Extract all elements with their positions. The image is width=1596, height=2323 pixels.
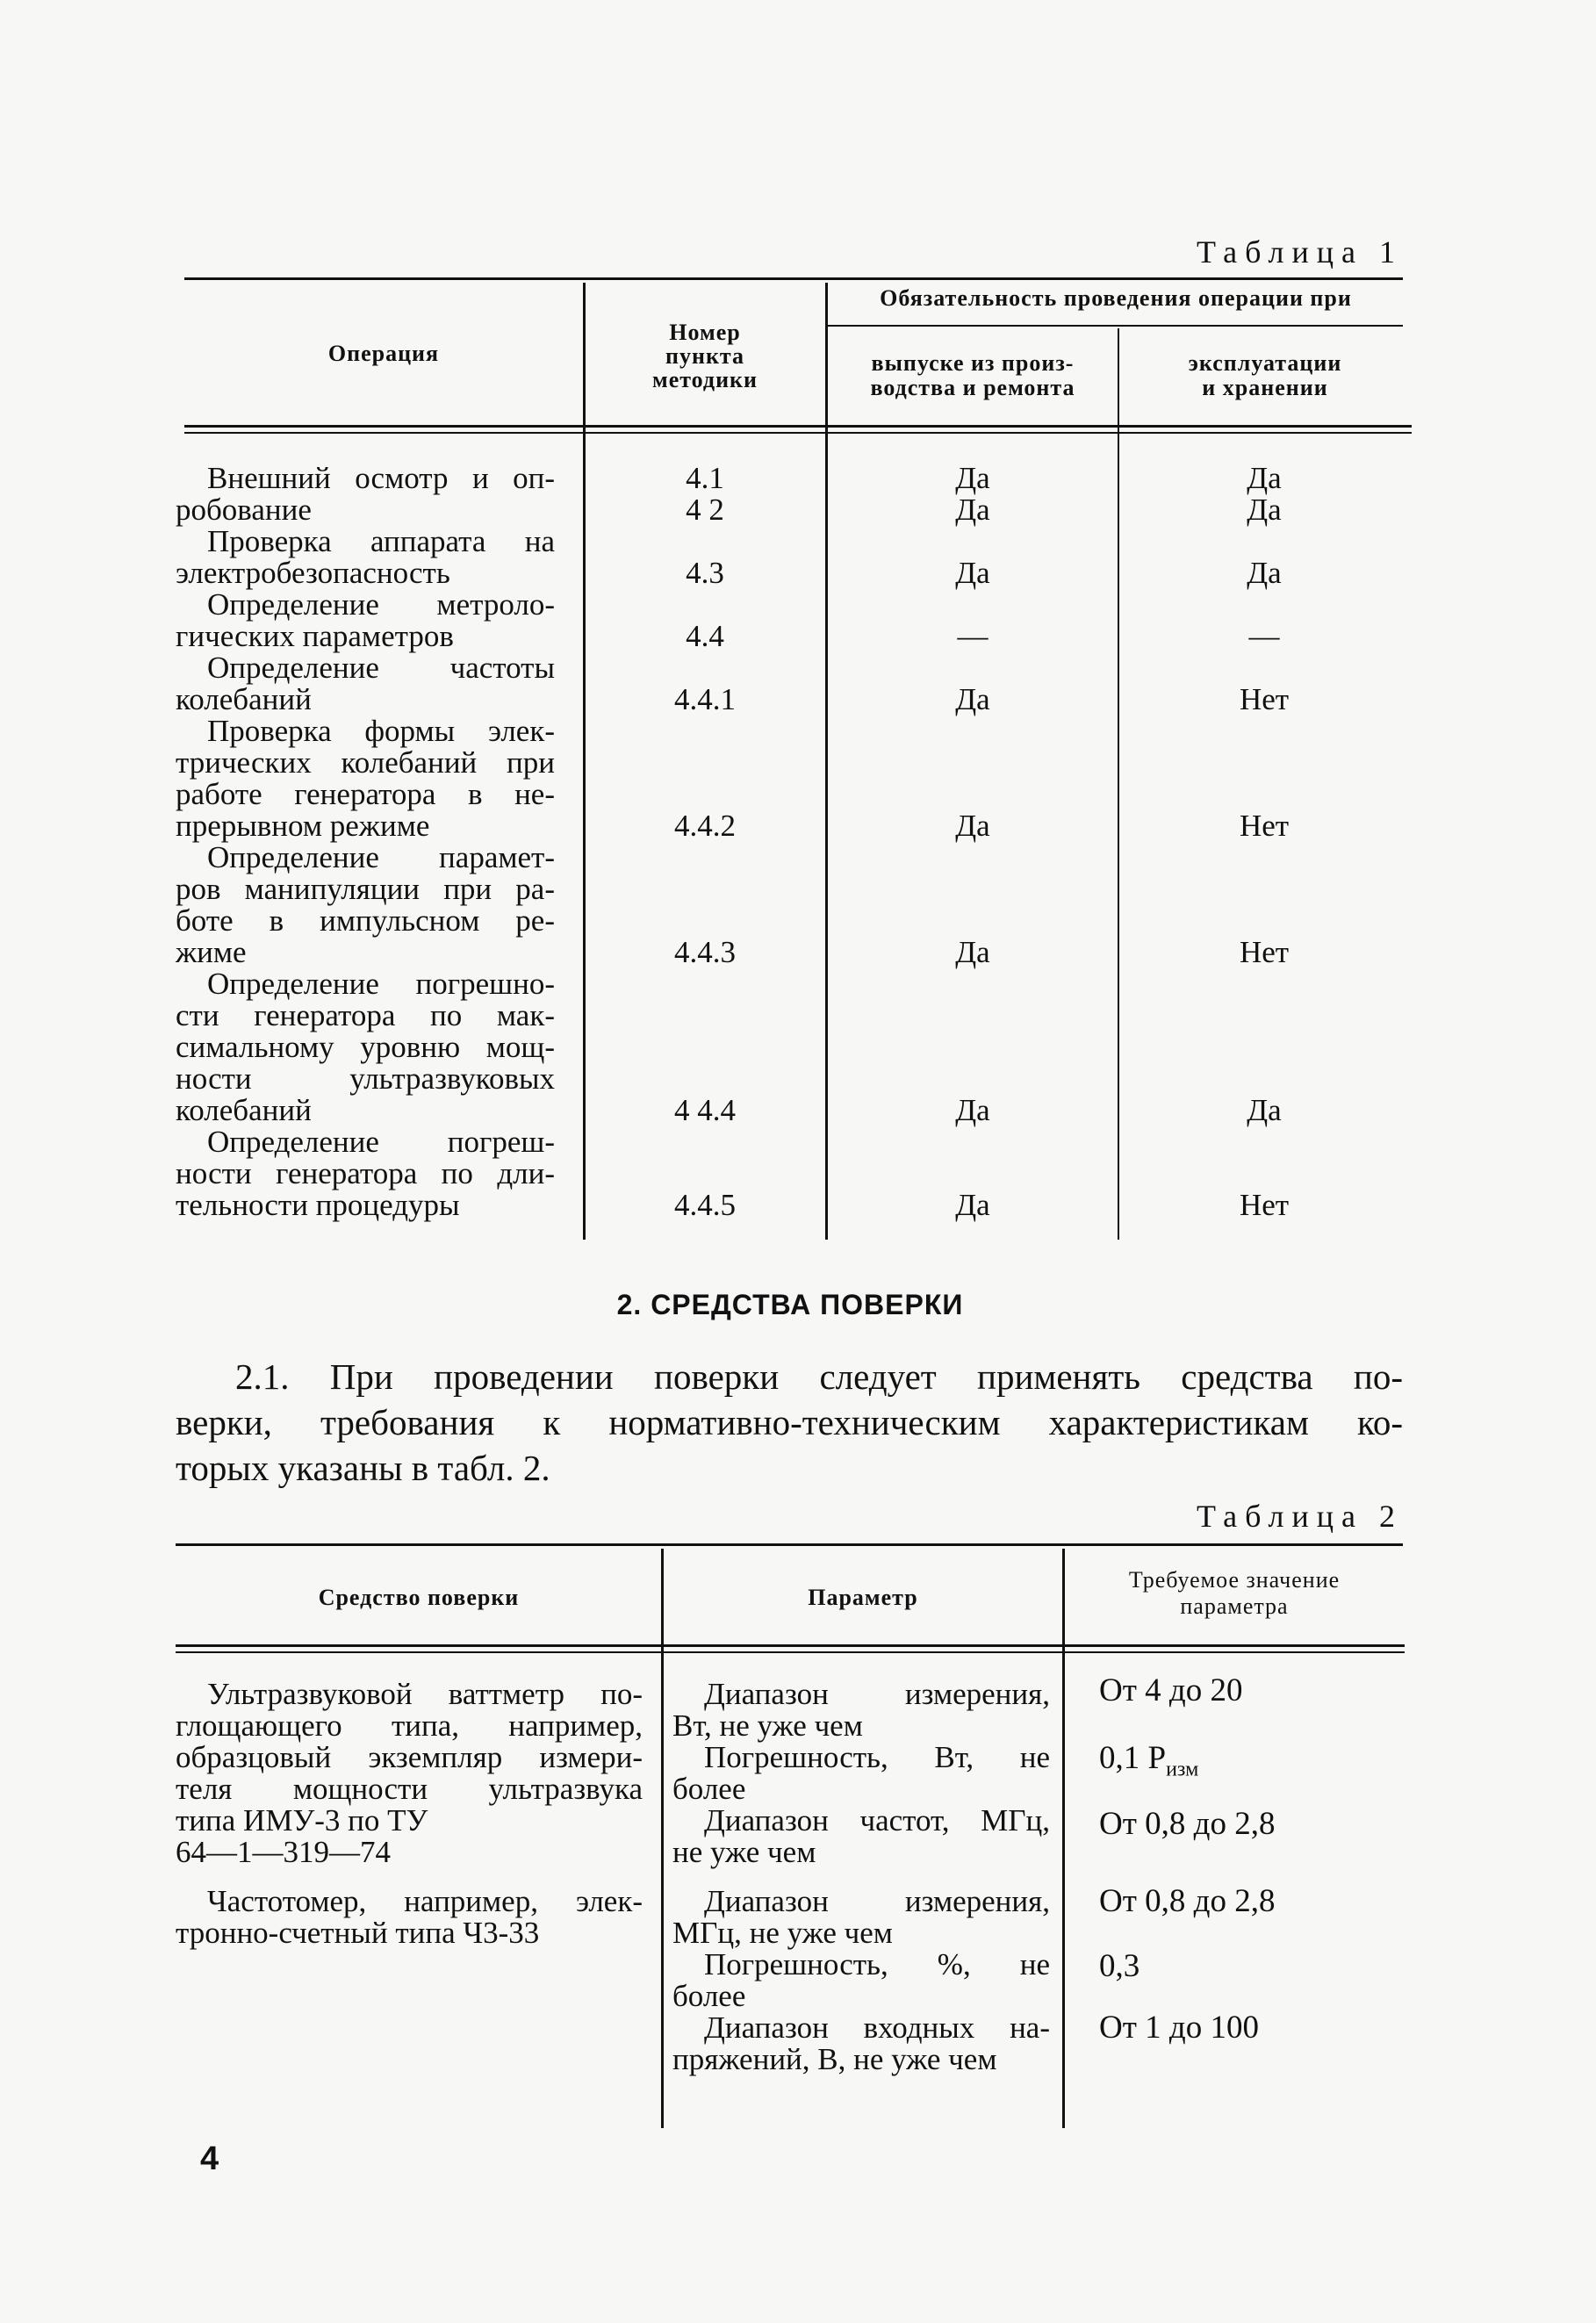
table1-operation-line: робование (176, 493, 312, 527)
table1-item: 4.4.1 (674, 682, 736, 716)
table2-param: Погрешность, %, не более (672, 1947, 1050, 2013)
page-number: 4 (200, 2140, 219, 2177)
table1-storage: Да (1247, 556, 1282, 590)
table1-storage: Нет (1239, 1188, 1290, 1222)
table2-param: Диапазон входных на- пряжений, В, не уже чем (672, 2010, 1050, 2076)
table2-means-line: Ультразвуковой ваттметр по- (207, 1677, 643, 1711)
table1-storage: Да (1247, 1093, 1282, 1127)
table1-storage: Да (1247, 493, 1282, 527)
table1-operation-line: Определение погреш- (207, 1125, 555, 1159)
table1-operation-line: симальному уровню мощ- (176, 1030, 555, 1064)
table2-param: Диапазон частот, МГц, не уже чем (672, 1803, 1050, 1869)
table1-item: 4.4.5 (674, 1188, 736, 1222)
table1-operation-line: работе генератора в не- (176, 777, 555, 811)
table1-col-divider-2 (825, 283, 828, 1240)
table1-item: 4.4.3 (674, 935, 736, 969)
table1-operation-line: ности ультразвуковых (176, 1061, 555, 1096)
table1-storage: Да (1247, 461, 1282, 495)
table2-col-divider-1 (661, 1549, 664, 2128)
table2-param: Погрешность, Вт, не более (672, 1740, 1050, 1806)
table2-header-param: Параметр (808, 1585, 918, 1610)
table1-header-bottom-rule-2 (184, 432, 1412, 434)
table1-operation-line: Определение метроло- (207, 587, 555, 622)
table1-header-item: Номер пункта методики (651, 320, 758, 392)
table1-operation-line: Определение парамет- (207, 840, 555, 874)
table1-production: Да (955, 935, 990, 969)
table1-production: Да (955, 1093, 990, 1127)
table1-operation-line: гических параметров (176, 619, 454, 653)
table1-item: 4.4 (686, 619, 724, 653)
table2-param: Диапазон измерения, Вт, не уже чем (672, 1677, 1050, 1743)
table2-means-line: теля мощности ультразвука (176, 1772, 643, 1806)
table1-production: Да (955, 556, 990, 590)
table1-operation-line: тельности процедуры (176, 1188, 460, 1222)
table2-value: От 0,8 до 2,8 (1099, 1883, 1276, 1919)
table1-operation-line: электробезопасность (176, 556, 450, 590)
paragraph-line: торых указаны в табл. 2. (176, 1448, 550, 1488)
table1-operations (176, 463, 555, 1221)
table1-header-storage: эксплуатации и хранении (1188, 350, 1342, 400)
table1-item: 4.1 (686, 461, 724, 495)
table2-means-1 (176, 1679, 643, 1868)
table1-item: 4.4.2 (674, 809, 736, 843)
table2-means-line: типа ИМУ-3 по ТУ (176, 1803, 428, 1838)
table2-means-line: 64—1—319—74 (176, 1835, 391, 1869)
table1-col-divider-1 (583, 283, 586, 1240)
table2-header-required: Требуемое значение параметра (1128, 1567, 1341, 1619)
table2-means-line: глощающего типа, например, (176, 1708, 643, 1743)
section-paragraph (176, 1354, 1403, 1491)
table1-storage: Нет (1239, 682, 1290, 716)
table1-operation-line: ности генератора по дли- (176, 1156, 555, 1190)
table2-header-bottom-rule (176, 1644, 1405, 1647)
paragraph-line: верки, требования к нормативно-техническим характеристикам ко- (176, 1402, 1403, 1442)
table1-operation-line: колебаний (176, 682, 312, 716)
table1-top-rule (184, 277, 1403, 280)
table2-value: От 0,8 до 2,8 (1099, 1806, 1276, 1842)
table1-operation-line: Внешний осмотр и оп- (207, 461, 555, 495)
table2-top-rule (176, 1543, 1403, 1546)
paragraph-line: 2.1. При проведении поверки следует применять средства по- (235, 1356, 1403, 1397)
table2-header-bottom-rule-2 (176, 1651, 1405, 1653)
table2-means-line: тронно-счетный типа Ч3-33 (176, 1916, 540, 1950)
table1-production: Да (955, 1188, 990, 1222)
table2-value: 0,3 (1099, 1948, 1140, 1984)
table1-item: 4.3 (686, 556, 724, 590)
table1-operation-line: Проверка формы элек- (207, 714, 555, 748)
table1-production: Да (955, 809, 990, 843)
table2-col-divider-2 (1062, 1549, 1065, 2128)
table1-header-obligatory: Обязательность проведения операции при (880, 285, 1352, 311)
table1-col-divider-3 (1118, 328, 1119, 1240)
table1-header-production: выпуске из произ- водства и ремонта (870, 350, 1075, 400)
table1-operation-line: жиме (176, 935, 247, 969)
table2-value: От 4 до 20 (1099, 1672, 1243, 1708)
table1-operation-line: колебаний (176, 1093, 312, 1127)
table1-item: 4 2 (686, 493, 724, 527)
section-heading: 2. СРЕДСТВА ПОВЕРКИ (616, 1289, 964, 1320)
table1-operation-line: трических колебаний при (176, 745, 555, 780)
table1-operation-line: Проверка аппарата на (207, 524, 555, 558)
table1-caption: Таблица 1 (1197, 234, 1403, 270)
table1-storage: — (1248, 619, 1280, 653)
table1-storage: Нет (1239, 809, 1290, 843)
table2-means-2 (176, 1886, 643, 1949)
table1-operation-line: Определение частоты (207, 651, 555, 685)
table2-value: От 1 до 100 (1099, 2010, 1259, 2046)
table1-operation-line: боте в импульсном ре- (176, 903, 555, 938)
table1-operation-line: прерывном режиме (176, 809, 430, 843)
table2-caption: Таблица 2 (1197, 1499, 1403, 1534)
table2-header-means: Средство поверки (318, 1585, 520, 1610)
table1-production: — (957, 619, 989, 653)
table1-operation-line: Определение погрешно- (207, 967, 555, 1001)
table2-value: 0,1 $P_{изм}$ (1099, 1740, 1199, 1781)
table2-means-line: образцовый экземпляр измери- (176, 1740, 643, 1774)
table2-param: Диапазон измерения, МГц, не уже чем (672, 1884, 1050, 1950)
table1-production: Да (955, 493, 990, 527)
table1-item: 4 4.4 (674, 1093, 736, 1127)
table1-header-operation: Операция (327, 341, 440, 366)
table1-operation-line: сти генератора по мак- (176, 998, 555, 1032)
table1-production: Да (955, 682, 990, 716)
table1-header-inner-rule (827, 325, 1403, 327)
table1-storage: Нет (1239, 935, 1290, 969)
table1-production: Да (955, 461, 990, 495)
table2-means-line: Частотомер, например, элек- (207, 1884, 643, 1918)
table1-operation-line: ров манипуляции при ра- (176, 872, 555, 906)
table1-header-bottom-rule (184, 425, 1412, 428)
